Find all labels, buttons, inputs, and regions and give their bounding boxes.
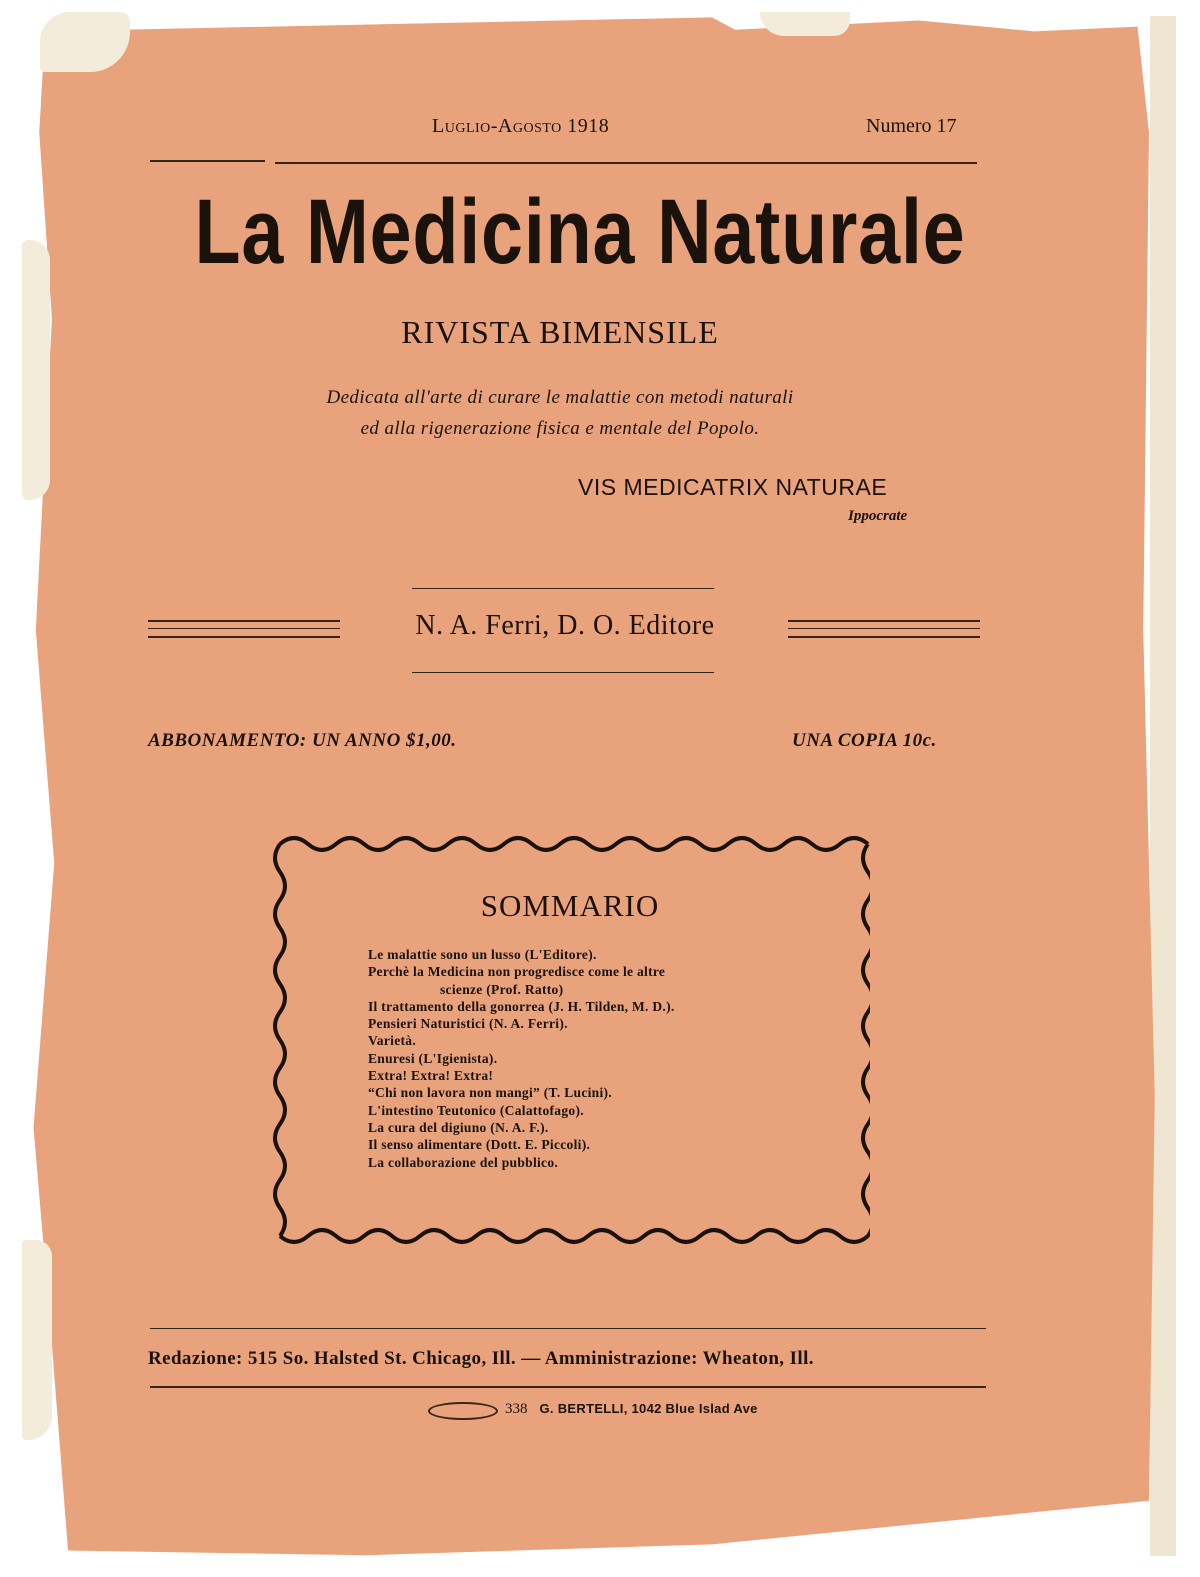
motto: VIS MEDICATRIX NATURAE: [578, 474, 888, 500]
printer-line: [505, 1400, 758, 1418]
list-item: L'intestino Teutonico (Calattofago).: [368, 1102, 584, 1118]
printer-number: 338: [505, 1401, 528, 1417]
editor-rule-top: [412, 588, 714, 589]
magazine-title: La Medicina Naturale: [194, 181, 966, 283]
magazine-subtitle: RIVISTA BIMENSILE: [401, 314, 719, 350]
list-item: scienze (Prof. Ratto): [440, 981, 564, 997]
header-rule-left: [150, 160, 265, 162]
sommario-list: [368, 946, 828, 1171]
paper-wear-left-edge: [22, 240, 50, 500]
sommario-title: SOMMARIO: [480, 888, 660, 923]
printer-name: G. BERTELLI, 1042 Blue Islad Ave: [539, 1401, 758, 1416]
list-item: Extra! Extra! Extra!: [368, 1068, 494, 1084]
list-item: Il senso alimentare (Dott. E. Piccoli).: [368, 1137, 591, 1153]
paper-spine: [1150, 16, 1176, 1556]
list-item: Il trattamento della gonorrea (J. H. Tilden, M. D.).: [368, 998, 675, 1014]
dedication: [200, 382, 920, 444]
editor-rule-left-3: [148, 636, 340, 638]
footer-rule-bottom: [150, 1386, 986, 1388]
editor-rule-right-1: [788, 620, 980, 622]
footer-address: Redazione: 515 So. Halsted St. Chicago, Ill. — Amministrazione: Wheaton, Ill.: [148, 1348, 814, 1369]
list-item: La collaborazione del pubblico.: [368, 1154, 559, 1170]
list-item: Enuresi (L'Igienista).: [368, 1050, 498, 1066]
list-item: La cura del digiuno (N. A. F.).: [368, 1119, 549, 1135]
editor-rule-left-1: [148, 620, 340, 622]
issue-date: Luglio-Agosto 1918: [432, 115, 610, 137]
editor-rule-bottom: [412, 672, 714, 673]
editor-rule-right-2: [788, 628, 980, 629]
footer-rule-top: [150, 1328, 986, 1329]
subscription-single: UNA COPIA 10c.: [792, 730, 937, 751]
list-item: Le malattie sono un lusso (L'Editore).: [368, 947, 597, 962]
header-rule-right: [275, 162, 977, 164]
editor-credit: N. A. Ferri, D. O. Editore: [415, 610, 715, 641]
paper-wear-bottom-left: [22, 1240, 52, 1440]
editor-rule-right-3: [788, 636, 980, 638]
editor-rule-left-2: [148, 628, 340, 629]
dedication-line-1: Dedicata all'arte di curare le malattie con metodi naturali: [326, 387, 794, 408]
list-item: “Chi non lavora non mangi” (T. Lucini).: [368, 1085, 612, 1101]
paper-wear-top-right: [760, 12, 850, 36]
issue-number: Numero 17: [866, 115, 957, 137]
dedication-line-2: ed alla rigenerazione fisica e mentale del Popolo.: [360, 418, 760, 439]
list-item: Perchè la Medicina non progredisce come le altre: [368, 964, 666, 980]
list-item: Varietà.: [368, 1033, 417, 1049]
union-label-icon: [428, 1402, 498, 1420]
list-item: Pensieri Naturistici (N. A. Ferri).: [368, 1016, 568, 1032]
motto-author: Ippocrate: [848, 508, 908, 524]
subscription-yearly: ABBONAMENTO: UN ANNO $1,00.: [148, 730, 457, 751]
